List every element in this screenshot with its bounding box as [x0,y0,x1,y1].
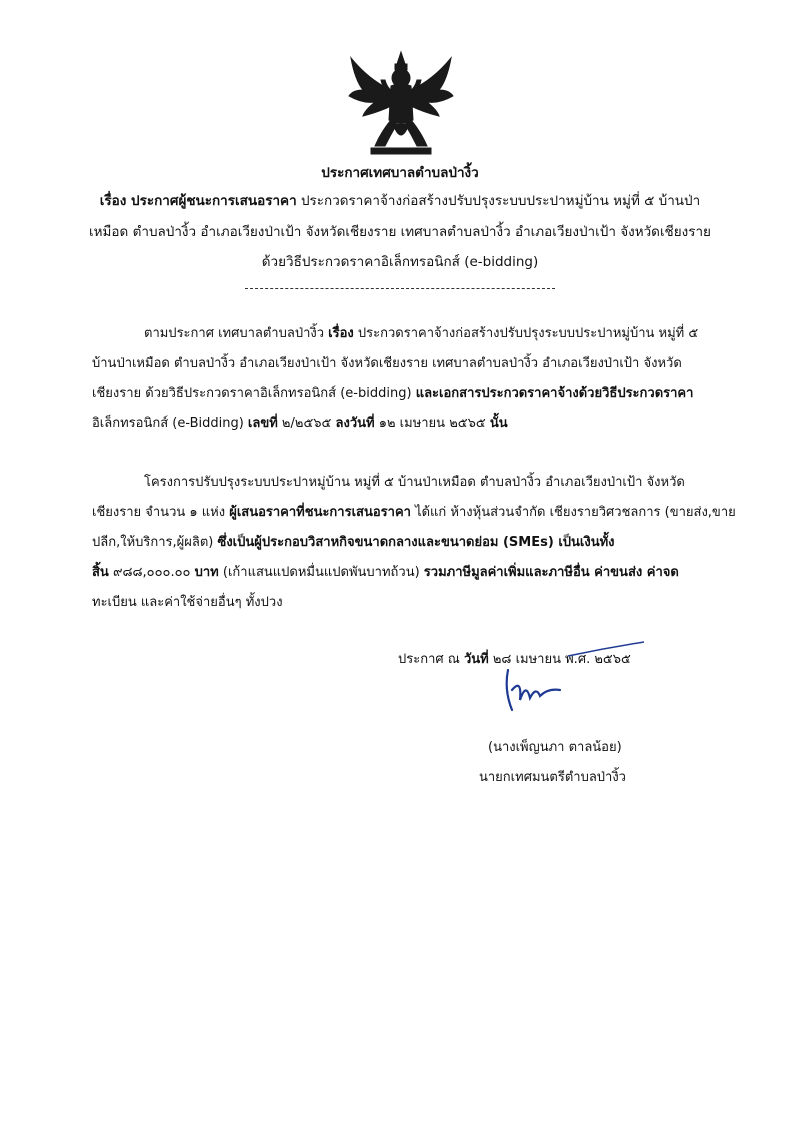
para2-line-2 [92,503,736,523]
document-number: ๒/๒๕๖๕ [277,416,336,431]
pen-stroke [566,640,646,660]
para1-line-4 [92,414,508,434]
garuda-emblem-icon [345,50,457,160]
para1-line-1 [144,324,698,344]
signer-title: นายกเทศมนตรีตำบลป่างิ้ว [479,770,626,785]
subject-keyword: เรื่อง [328,326,354,341]
document-date: ๑๒ เมษายน ๒๕๖๕ [374,416,490,431]
para1-end: นั้น [489,416,508,431]
subject-line-3: ด้วยวิธีประกวดราคาอิเล็กทรอนิกส์ (e-bidding) [261,254,539,270]
para2-line-4 [92,563,679,583]
para2-text: เชียงราย จำนวน ๑ แห่ง [92,505,230,520]
para1-line-3 [92,384,693,404]
subject-line-1 [60,191,740,211]
para1-bold-text: และเอกสารประกวดราคาจ้างด้วยวิธีประกวดราคา [415,386,694,401]
winner-label: ผู้เสนอราคาที่ชนะการเสนอราคา [229,505,411,520]
subject-text: ประกวดราคาจ้างก่อสร้างปรับปรุงระบบประปาหมู่บ้าน หมู่ที่ ๕ บ้านป่า [300,193,701,209]
announce-text: ประกาศ ณ [398,652,464,667]
currency-label: บาท [194,565,219,580]
para1-text: อิเล็กทรอนิกส์ (e-Bidding) [92,416,248,431]
announcement-title: ประกาศเทศบาลตำบลป่างิ้ว [321,165,479,181]
date-label: วันที่ [463,652,489,667]
amount-in-words: (เก้าแสนแปดหมื่นแปดพันบาทถ้วน) [218,565,424,580]
subject-label: เรื่อง ประกาศผู้ชนะการเสนอราคา [99,193,297,209]
number-label: เลขที่ [247,416,278,431]
para1-text: เชียงราย ด้วยวิธีประกวดราคาอิเล็กทรอนิกส์ (e-bidding) [92,386,416,401]
para2-line-3 [92,533,615,553]
divider [245,288,555,289]
para1-text: ตามประกาศ เทศบาลตำบลป่างิ้ว [144,326,329,341]
winner-name: ได้แก่ ห้างหุ้นส่วนจำกัด เชียงรายวิศวชลการ (ขายส่ง,ขาย [410,505,736,520]
signature-icon [500,660,570,720]
para1-line-2: บ้านป่าเหมือด ตำบลป่างิ้ว อำเภอเวียงป่าเป้า จังหวัดเชียงราย เทศบาลตำบลป่างิ้ว อำเภอเวียงป่าเป้า จังหวัด [92,356,682,371]
date-label: ลงวันที่ [335,416,375,431]
announce-date: ๒๘ เมษายน พ.ศ. ๒๕๖๕ [488,652,631,667]
sme-statement: ซึ่งเป็นผู้ประกอบวิสาหกิจขนาดกลางและขนาดย่อม (SMEs) เป็นเงินทั้ง [217,535,615,550]
contract-amount: ๙๘๘,๐๐๐.๐๐ [108,565,195,580]
para2-line-5: ทะเบียน และค่าใช้จ่ายอื่นๆ ทั้งปวง [92,595,283,610]
para2-bold-text: สิ้น [92,565,109,580]
tax-statement: รวมภาษีมูลค่าเพิ่มและภาษีอื่น ค่าขนส่ง ค่าจด [423,565,679,580]
subject-line-2: เหมือด ตำบลป่างิ้ว อำเภอเวียงป่าเป้า จังหวัดเชียงราย เทศบาลตำบลป่างิ้ว อำเภอเวียงป่าเป้า จังหวัดเชียงราย [89,224,711,240]
signer-name: (นางเพ็ญนภา ตาลน้อย) [488,740,622,755]
para2-text: ปลีก,ให้บริการ,ผู้ผลิต) [92,535,218,550]
para2-line-1: โครงการปรับปรุงระบบประปาหมู่บ้าน หมู่ที่ ๕ บ้านป่าเหมือด ตำบลป่างิ้ว อำเภอเวียงป่าเป้า จังหวัด [144,475,685,490]
para1-text: ประกวดราคาจ้างก่อสร้างปรับปรุงระบบประปาหมู่บ้าน หมู่ที่ ๕ [353,326,699,341]
